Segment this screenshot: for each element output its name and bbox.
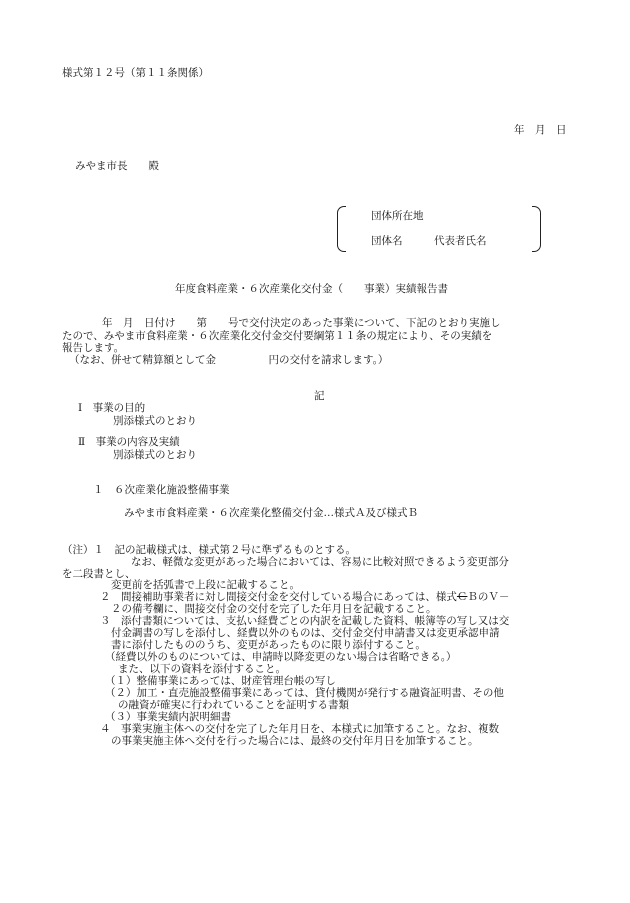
note-line: （２）加工・直売施設整備事業にあっては、貸付機関が発行する融資証明書、その他 [105, 687, 504, 699]
date-line: 年 月 日 [514, 124, 567, 136]
note-line: 付金調書の写しを添付し、経費以外のものは、交付金交付申請書又は変更承認申請 [111, 627, 500, 639]
body-line: （なお、併せて精算額として金 円の交付を請求します。） [69, 354, 389, 366]
form-number: 様式第１２号（第１１条関係） [62, 67, 209, 79]
body-line: 報告します。 [62, 342, 125, 354]
section-body: 別添様式のとおり [113, 415, 197, 427]
note-line: （注）１ 記の記載様式は、様式第２号に準ずるものとする。 [62, 544, 356, 556]
note-line: （経費以外のものについては、申請時以降変更のない場合は省略できる。） [105, 651, 457, 663]
note-line: なお、軽微な変更があった場合においては、容易に比較対照できるよう変更部分 [131, 556, 509, 568]
note-line: ３ 添付書類については、支払い経費ごとの内訳を記載した資料、帳簿等の写し又は交 [100, 615, 510, 627]
item-heading: １ ６次産業化施設整備事業 [93, 484, 230, 496]
note-text: ２ 間接補助事業者に対し間接交付金を交付している場合にあっては、様式 [100, 591, 457, 603]
section-heading: Ⅰ 事業の目的 [78, 402, 146, 414]
applicant-address-label: 団体所在地 [371, 210, 424, 222]
struck-text: Ｃ [456, 591, 468, 603]
section-body: 別添様式のとおり [113, 449, 197, 461]
right-bracket [532, 206, 541, 252]
ki-label: 記 [314, 390, 325, 402]
note-line: ４ 事業実施主体への交付を完了した年月日を、本様式に加筆すること。なお、複数 [100, 723, 499, 735]
note-line: （３）事業実績内訳明細書 [105, 711, 231, 723]
item-detail: みやま市食料産業・６次産業化整備交付金…様式Ａ及び様式Ｂ [124, 507, 418, 519]
body-line: たので、みやま市食料産業・６次産業化交付金交付要綱第１１条の規定により、その実績を [62, 330, 493, 342]
applicant-name-label: 団体名 代表者氏名 [371, 235, 487, 247]
note-text: ＢのＶ－ [467, 591, 510, 603]
document-title: 年度食料産業・６次産業化交付金（ 事業）実績報告書 [175, 283, 448, 295]
note-line: 変更前を括弧書で上段に記載すること。 [111, 579, 300, 591]
note-line: を二段書とし、 [62, 568, 136, 580]
note-line: の融資が確実に行われていることを証明する書類 [118, 699, 349, 711]
note-line: 書に添付したもののうち、変更があったものに限り添付すること。 [111, 639, 426, 651]
note-line: （１）整備事業にあっては、財産管理台帳の写し [105, 675, 336, 687]
section-heading: Ⅱ 事業の内容及実績 [78, 436, 180, 448]
body-line: 年 月 日付け 第 号で交付決定のあった事業について、下記のとおり実施し [102, 317, 501, 329]
note-line: ２の備考欄に、間接交付金の交付を完了した年月日を記載すること。 [111, 603, 437, 615]
left-bracket [337, 206, 346, 252]
note-line: また、以下の資料を添付すること。 [118, 663, 286, 675]
addressee: みやま市長 殿 [75, 160, 159, 172]
note-line: の事業実施主体へ交付を行った場合には、最終の交付年月日を加筆すること。 [111, 735, 479, 747]
note-line [100, 592, 509, 603]
